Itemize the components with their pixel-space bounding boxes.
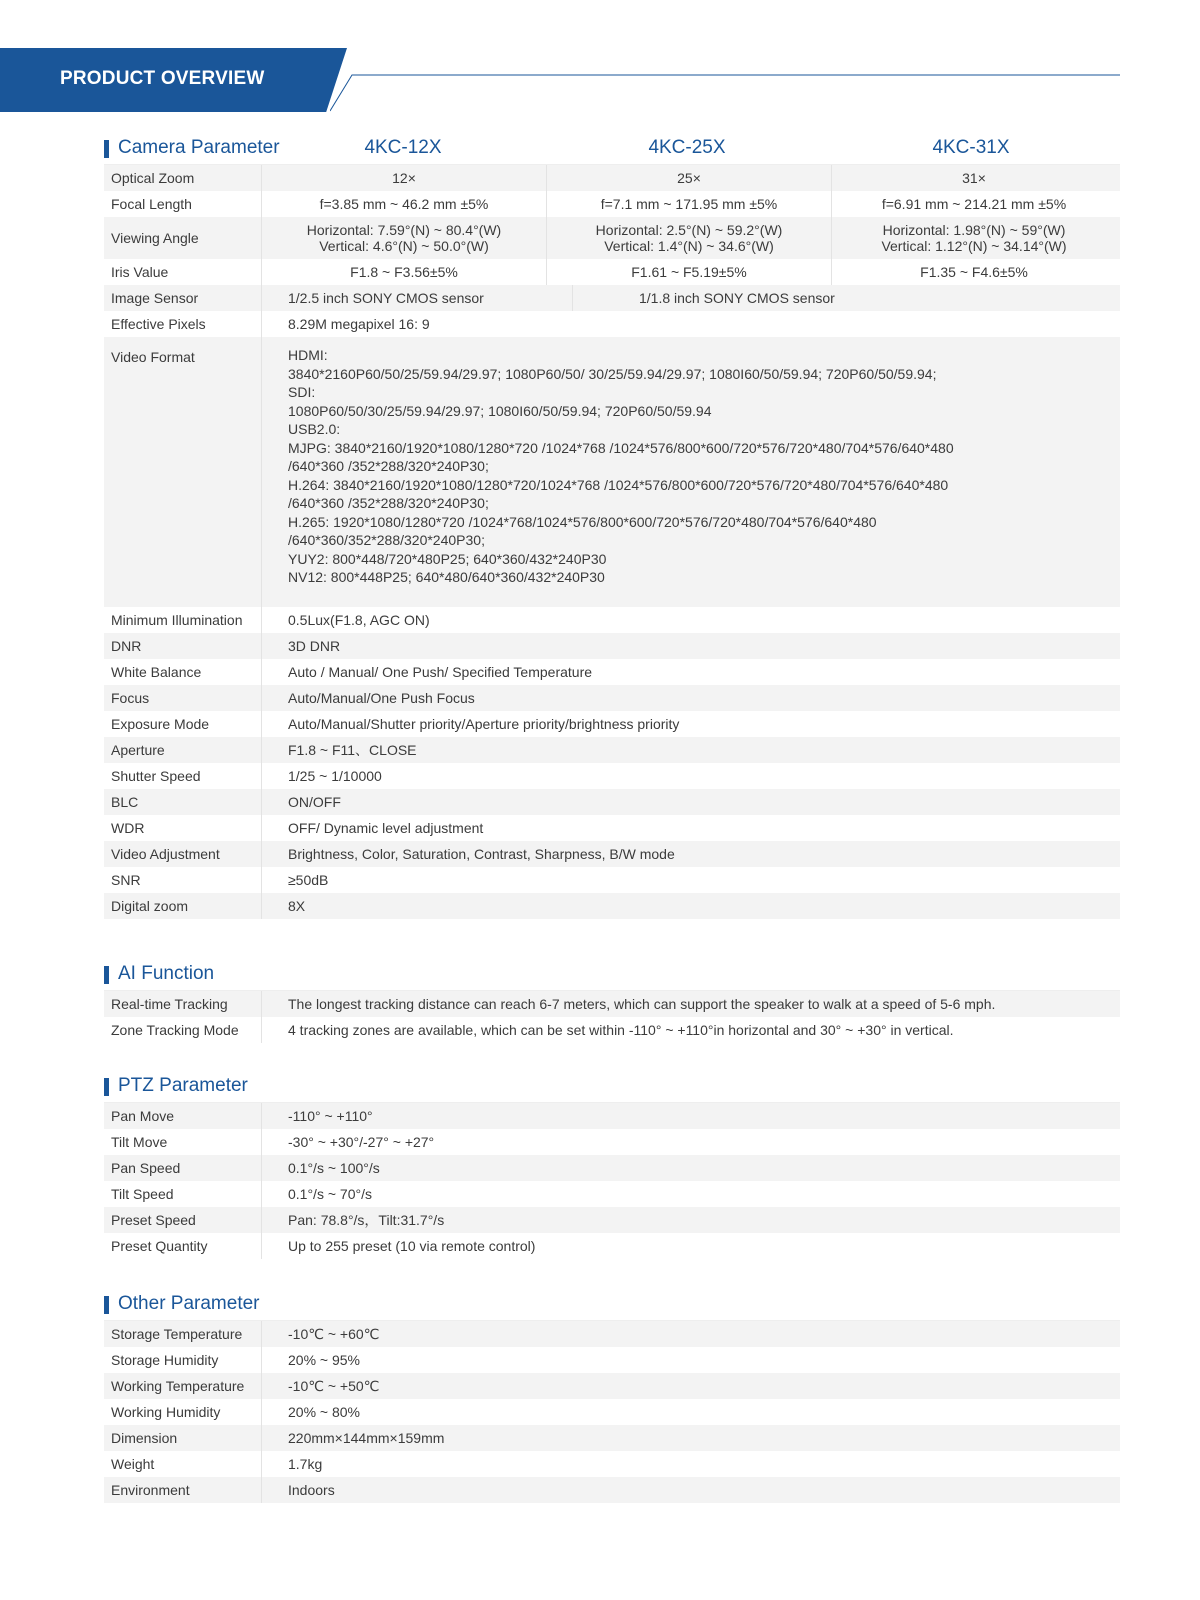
viewing-angle-horizontal: Horizontal: 1.98°(N) ~ 59°(W) <box>882 222 1066 238</box>
camera-parameter-section <box>104 134 1120 919</box>
video-format-line: /640*360/352*288/320*240P30; <box>288 532 485 548</box>
row-value: 1/1.8 inch SONY CMOS sensor <box>639 290 835 306</box>
table-row <box>104 1207 1120 1233</box>
table-row <box>104 217 1120 259</box>
table-row <box>104 191 1120 217</box>
row-value <box>262 217 547 259</box>
video-format-line: /640*360 /352*288/320*240P30; <box>288 495 489 511</box>
row-value: 0.1°/s ~ 100°/s <box>288 1160 380 1176</box>
ptz-section-header <box>104 1072 1120 1102</box>
other-section-header <box>104 1290 1120 1320</box>
row-label: Preset Speed <box>104 1207 262 1233</box>
row-value: F1.8 ~ F11、CLOSE <box>288 741 417 758</box>
section-marker <box>104 140 109 158</box>
table-row <box>104 285 1120 311</box>
row-label: Digital zoom <box>104 893 262 919</box>
row-label: Working Temperature <box>104 1373 262 1399</box>
row-label: Real-time Tracking <box>104 991 262 1017</box>
section-title: Camera Parameter <box>118 137 280 158</box>
row-label: Tilt Move <box>104 1129 262 1155</box>
video-format-line: SDI: <box>288 384 316 400</box>
table-row <box>104 1129 1120 1155</box>
table-row <box>104 1347 1120 1373</box>
row-label: DNR <box>104 633 262 659</box>
row-label: Storage Temperature <box>104 1321 262 1347</box>
row-value: ≥50dB <box>288 871 329 888</box>
page-title: PRODUCT OVERVIEW <box>60 68 265 89</box>
row-label: Pan Speed <box>104 1155 262 1181</box>
section-marker <box>104 1078 109 1096</box>
video-format-line: 1080P60/50/30/25/59.94/29.97; 1080I60/50/59.94; 720P60/50/59.94 <box>288 402 712 419</box>
row-label: SNR <box>104 867 262 893</box>
video-format-line: NV12: 800*448P25; 640*480/640*360/432*240P30 <box>288 569 605 585</box>
video-format-line: USB2.0: <box>288 421 341 437</box>
table-row <box>104 259 1120 285</box>
table-row <box>104 737 1120 763</box>
row-value: Brightness, Color, Saturation, Contrast, Sharpness, B/W mode <box>288 845 675 862</box>
row-label: Iris Value <box>104 259 262 285</box>
table-row <box>104 1373 1120 1399</box>
row-label: Environment <box>104 1477 262 1503</box>
row-value: 25× <box>547 165 832 191</box>
row-value: 0.1°/s ~ 70°/s <box>288 1186 372 1202</box>
section-title: PTZ Parameter <box>118 1075 248 1096</box>
viewing-angle-vertical: Vertical: 1.4°(N) ~ 34.6°(W) <box>604 238 774 254</box>
row-value: 1/2.5 inch SONY CMOS sensor <box>262 285 573 311</box>
table-row <box>104 311 1120 337</box>
row-label: Pan Move <box>104 1103 262 1129</box>
table-row <box>104 893 1120 919</box>
ai-section-header <box>104 960 1120 990</box>
video-format-line: H.265: 1920*1080/1280*720 /1024*768/1024*576/800*600/720*576/720*480/704*576/640*480 <box>288 513 877 530</box>
row-label: Storage Humidity <box>104 1347 262 1373</box>
row-value: -10℃ ~ +50℃ <box>288 1378 380 1394</box>
row-value: F1.61 ~ F5.19±5% <box>547 259 832 285</box>
camera-spec-table <box>104 164 1120 919</box>
video-format-line: HDMI: <box>288 347 328 363</box>
table-row <box>104 1477 1120 1503</box>
row-label: Weight <box>104 1451 262 1477</box>
video-format-line: /640*360 /352*288/320*240P30; <box>288 458 489 474</box>
row-label: Exposure Mode <box>104 711 262 737</box>
table-row <box>104 633 1120 659</box>
row-value: 20% ~ 95% <box>288 1352 360 1368</box>
video-format-line: 3840*2160P60/50/25/59.94/29.97; 1080P60/50/ 30/25/59.94/29.97; 1080I60/50/59.94; 720P60/50/59.94; <box>288 365 937 382</box>
row-value: F1.8 ~ F3.56±5% <box>262 259 547 285</box>
table-row <box>104 1181 1120 1207</box>
row-value: Pan: 78.8°/s，Tilt:31.7°/s <box>288 1212 445 1228</box>
row-value: Indoors <box>288 1482 335 1498</box>
row-label: Preset Quantity <box>104 1233 262 1259</box>
row-value <box>832 217 1116 259</box>
row-value: 220mm×144mm×159mm <box>288 1430 445 1446</box>
row-label: Focal Length <box>104 191 262 217</box>
table-row <box>104 165 1120 191</box>
row-label: Dimension <box>104 1425 262 1451</box>
row-value: f=3.85 mm ~ 46.2 mm ±5% <box>262 191 547 217</box>
row-value: Auto/Manual/One Push Focus <box>288 689 475 706</box>
row-value: 20% ~ 80% <box>288 1404 360 1420</box>
table-row <box>104 1451 1120 1477</box>
row-value: Auto/Manual/Shutter priority/Aperture priority/brightness priority <box>288 715 680 732</box>
table-row <box>104 1103 1120 1129</box>
row-label: Tilt Speed <box>104 1181 262 1207</box>
row-label: Optical Zoom <box>104 165 262 191</box>
row-value: -110° ~ +110° <box>288 1108 373 1124</box>
row-value: 8.29M megapixel 16: 9 <box>288 316 430 332</box>
table-row <box>104 763 1120 789</box>
row-label: Aperture <box>104 737 262 763</box>
model-header-25x: 4KC-25X <box>648 137 726 158</box>
row-value: Up to 255 preset (10 via remote control) <box>288 1238 536 1254</box>
row-label: Video Format <box>104 337 262 607</box>
row-value: 1/25 ~ 1/10000 <box>288 767 382 784</box>
table-row <box>104 841 1120 867</box>
other-spec-table <box>104 1320 1120 1503</box>
ptz-spec-table <box>104 1102 1120 1259</box>
table-row <box>104 337 1120 607</box>
row-value: F1.35 ~ F4.6±5% <box>920 264 1028 280</box>
table-row <box>104 991 1120 1017</box>
viewing-angle-vertical: Vertical: 4.6°(N) ~ 50.0°(W) <box>319 238 489 254</box>
ai-spec-table <box>104 990 1120 1043</box>
row-value: 3D DNR <box>288 637 341 654</box>
row-value: f=6.91 mm ~ 214.21 mm ±5% <box>881 196 1067 212</box>
table-row <box>104 1017 1120 1043</box>
section-marker <box>104 1296 109 1314</box>
table-row <box>104 867 1120 893</box>
table-row <box>104 607 1120 633</box>
row-value: The longest tracking distance can reach 6-7 meters, which can support the speaker to walk at a speed of 5-6 mph. <box>288 996 996 1012</box>
table-row <box>104 789 1120 815</box>
table-row <box>104 685 1120 711</box>
camera-section-header <box>104 134 1120 164</box>
video-format-line: YUY2: 800*448/720*480P25; 640*360/432*240P30 <box>288 550 607 567</box>
viewing-angle-vertical: Vertical: 1.12°(N) ~ 34.14°(W) <box>881 238 1067 254</box>
row-value: 12× <box>262 165 547 191</box>
video-format-line: MJPG: 3840*2160/1920*1080/1280*720 /1024*768 /1024*576/800*600/720*576/720*480/704*576/640*480 <box>288 439 954 456</box>
row-value: Auto / Manual/ One Push/ Specified Temperature <box>288 663 593 680</box>
row-label: Image Sensor <box>104 285 262 311</box>
row-label: Focus <box>104 685 262 711</box>
row-label: Effective Pixels <box>104 311 262 337</box>
table-row <box>104 711 1120 737</box>
row-value: 1.7kg <box>288 1456 323 1472</box>
section-title: Other Parameter <box>118 1293 260 1314</box>
row-label: Working Humidity <box>104 1399 262 1425</box>
table-row <box>104 815 1120 841</box>
section-title: AI Function <box>118 963 215 984</box>
table-row <box>104 1321 1120 1347</box>
row-value: f=7.1 mm ~ 171.95 mm ±5% <box>547 191 832 217</box>
row-value: -30° ~ +30°/-27° ~ +27° <box>288 1134 435 1150</box>
row-label: Video Adjustment <box>104 841 262 867</box>
table-row <box>104 659 1120 685</box>
row-label: Shutter Speed <box>104 763 262 789</box>
row-value: 8X <box>288 897 306 914</box>
other-parameter-section <box>104 1290 1120 1503</box>
table-row <box>104 1425 1120 1451</box>
row-value: 4 tracking zones are available, which can be set within -110° ~ +110°in horizontal and 30° ~ +30° in vertical. <box>288 1022 954 1038</box>
model-header-12x: 4KC-12X <box>364 137 442 158</box>
viewing-angle-horizontal: Horizontal: 2.5°(N) ~ 59.2°(W) <box>595 222 783 238</box>
row-value: 0.5Lux(F1.8, AGC ON) <box>288 611 430 628</box>
row-value <box>547 217 832 259</box>
row-label: Minimum Illumination <box>104 607 262 633</box>
ptz-parameter-section <box>104 1072 1120 1259</box>
banner-divider-line <box>330 50 1120 114</box>
video-format-list <box>262 337 1120 607</box>
video-format-line: H.264: 3840*2160/1920*1080/1280*720/1024*768 /1024*576/800*600/720*576/720*480/704*576/640*480 <box>288 476 949 493</box>
row-value: OFF/ Dynamic level adjustment <box>288 819 484 836</box>
table-row <box>104 1155 1120 1181</box>
row-value: -10℃ ~ +60℃ <box>288 1326 380 1342</box>
row-label: White Balance <box>104 659 262 685</box>
row-label: BLC <box>104 789 262 815</box>
ai-function-section <box>104 960 1120 1043</box>
section-marker <box>104 966 109 984</box>
model-header-31x: 4KC-31X <box>932 137 1010 158</box>
table-row <box>104 1399 1120 1425</box>
table-row <box>104 1233 1120 1259</box>
row-label: WDR <box>104 815 262 841</box>
row-value: ON/OFF <box>288 793 341 810</box>
viewing-angle-horizontal: Horizontal: 7.59°(N) ~ 80.4°(W) <box>306 222 502 238</box>
row-value: 31× <box>962 170 986 186</box>
row-label: Viewing Angle <box>104 217 262 259</box>
row-label: Zone Tracking Mode <box>104 1017 262 1043</box>
